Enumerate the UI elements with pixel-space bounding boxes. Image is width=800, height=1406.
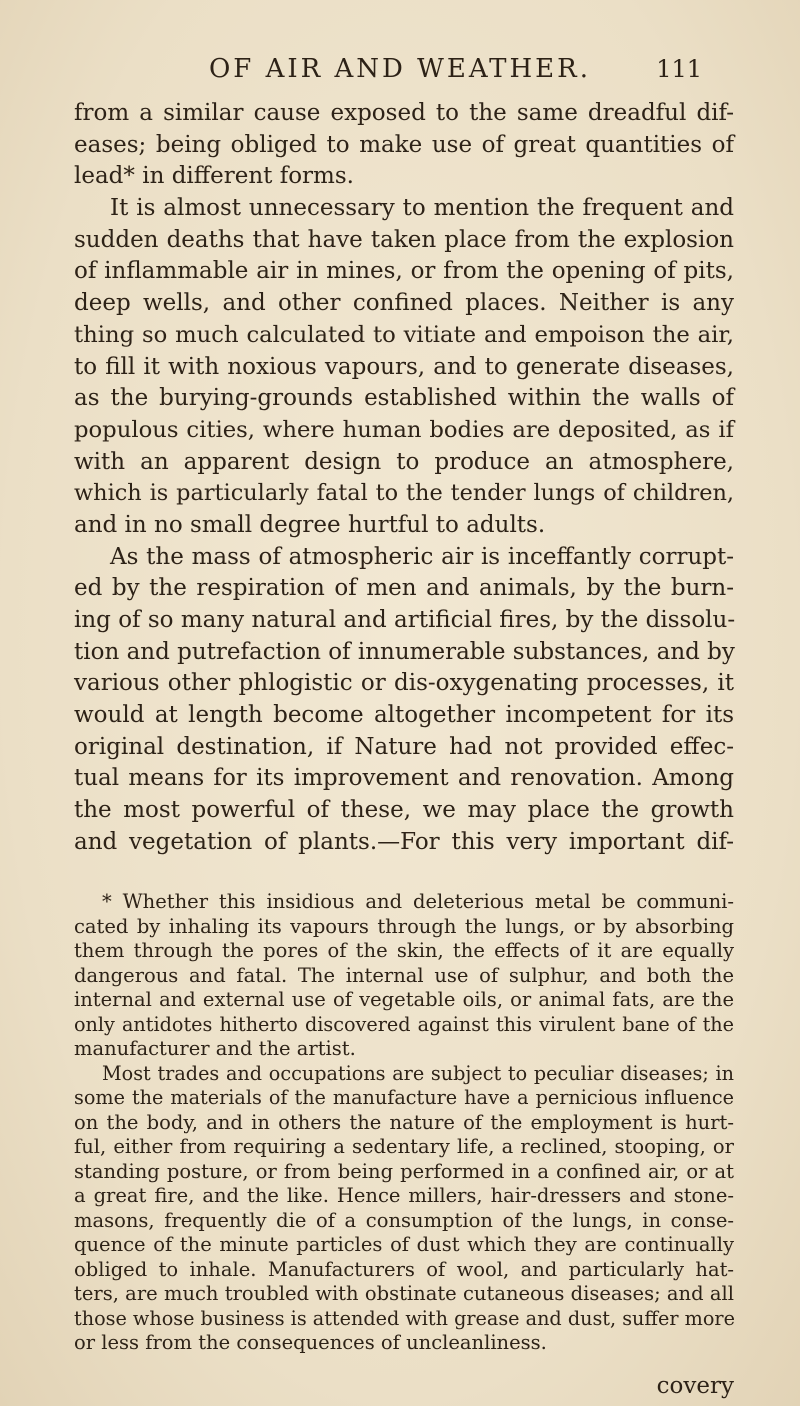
body-line: ing of so many natural and artificial fires, by the dissolu- [74,607,736,633]
body-line: which is particularly fatal to the tender lungs of children, [74,480,734,507]
footnote-line: ful, either from requiring a sedentary life, a reclined, stooping, or [74,1135,734,1158]
footnote-line: obliged to inhale. Manufacturers of wool, and particularly hat- [74,1257,734,1281]
footnote-line: those whose business is attended with grease and dust, suffer more [74,1306,735,1330]
body-line: from a similar cause exposed to the same dreadful dif- [74,100,734,126]
footnote-line: them through the pores of the skin, the effects of it are equally [74,939,734,962]
footnote-line: on the body, and in others the nature of the employment is hurt- [74,1110,734,1134]
body-line: and in no small degree hurtful to adults. [74,511,546,538]
body-line: to fill it with noxious vapours, and to generate diseases, [74,353,734,380]
body-line: of inflammable air in mines, or from the opening of pits, [74,258,734,285]
footnote-line: quence of the minute particles of dust which they are continually [74,1233,734,1256]
footnote-line: a great fire, and the like. Hence millers, hair-dressers and stone- [74,1184,734,1207]
body-line: various other phlogistic or dis-oxygenating processes, it [74,670,734,697]
footnote-line: dangerous and fatal. The internal use of sulphur, and both the [74,963,734,987]
footnote-line: manufacturer and the artist. [74,1037,356,1060]
body-line: eases; being obliged to make use of great quantities of [74,131,734,158]
page-number: 111 [656,55,702,83]
body-text [74,98,734,859]
footnote-line: standing posture, or from being performed in a confined air, or at [74,1159,734,1183]
running-head [0,52,800,86]
body-line: tion and putrefaction of innumerable substances, and by [74,638,735,665]
footnote-line: internal and external use of vegetable oils, or animal fats, are the [74,988,734,1011]
body-line: original destination, if Nature had not provided effec- [74,733,734,760]
body-line: populous cities, where human bodies are deposited, as if [74,416,734,443]
footnote-line: masons, frequently die of a consumption of the lungs, in conse- [74,1208,734,1232]
footnote-line: only antidotes hitherto discovered against this virulent bane of the [74,1012,734,1036]
body-line: lead* in different forms. [74,163,354,190]
body-line: the most powerful of these, we may place the growth [74,797,734,824]
body-line: tual means for its improvement and renovation. Among [74,765,734,792]
footnote-line: cated by inhaling its vapours through the lungs, or by absorbing [74,914,734,938]
footnote-line: Most trades and occupations are subject to peculiar diseases; in [102,1061,734,1085]
running-title: OF AIR AND WEATHER. [208,54,592,84]
footnote-line: * Whether this insidious and deleterious metal be communi- [102,890,734,913]
body-line: would at length become altogether incompetent for its [74,702,734,729]
body-line: as the burying-grounds established within the walls of [74,385,734,412]
body-line: thing so much calculated to vitiate and empoison the air, [74,321,734,348]
footnotes [74,890,734,1356]
body-line: As the mass of atmospheric air is inceffantly corrupt- [110,543,734,570]
footnote-line: some the materials of the manufacture have a pernicious influence [74,1086,734,1109]
body-line: deep wells, and other confined places. Neither is any [74,290,734,317]
footnote-line: ters, are much troubled with obstinate cutaneous diseases; and all [74,1282,734,1305]
body-line: with an apparent design to produce an atmosphere, [74,448,734,475]
body-line: sudden deaths that have taken place from the explosion [74,226,734,253]
body-line: and vegetation of plants.—For this very important dif- [74,828,734,855]
footnote-line: or less from the consequences of uncleanliness. [74,1331,547,1354]
catchword: covery [656,1373,734,1399]
body-line: ed by the respiration of men and animals, by the burn- [74,575,734,602]
body-line: It is almost unnecessary to mention the frequent and [110,195,734,222]
